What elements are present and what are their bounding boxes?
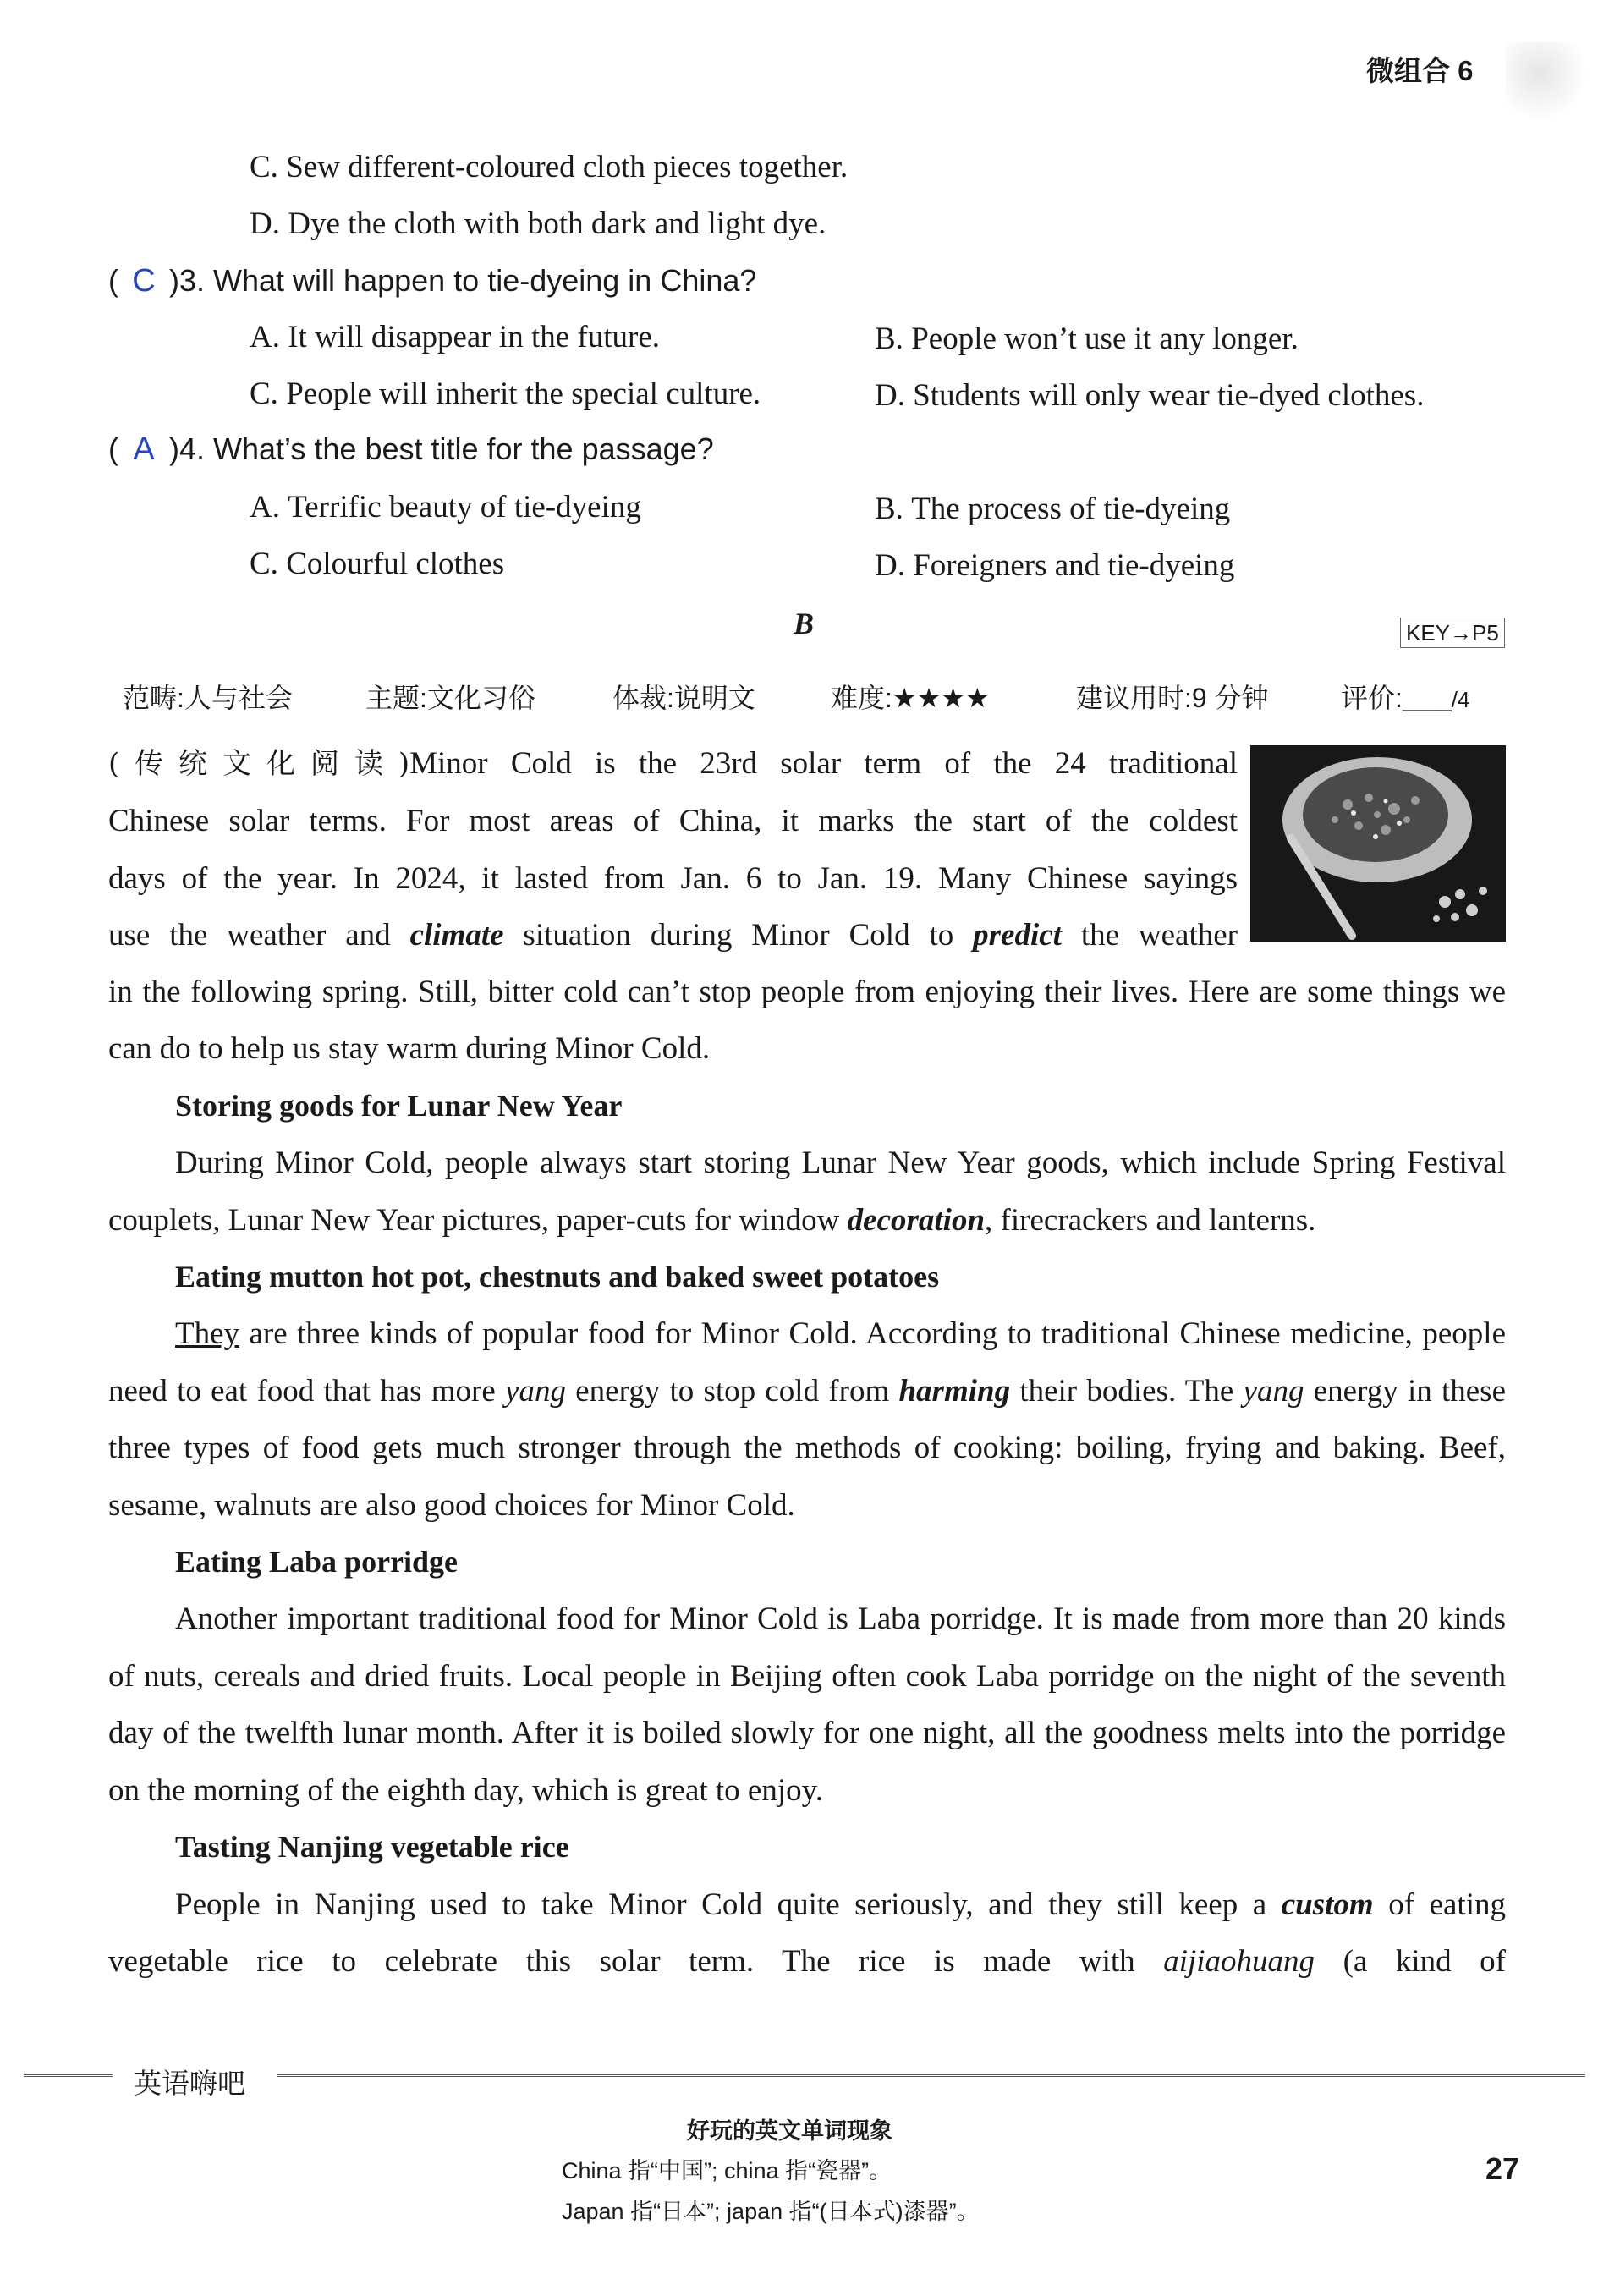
footer-box-title: 好玩的英文单词现象: [687, 2118, 892, 2144]
intro-rest: in the following spring. Still, bitter cold can’t stop people from enjoying their lives. Here are some things we can do to help us stay warm during Minor Cold.: [108, 975, 1506, 1067]
answer-mark: A: [133, 431, 155, 467]
q3-option-d: D. Students will only wear tie-dyed clothes.: [875, 378, 1425, 413]
paragraph-mutton-hot-pot: They are three kinds of popular food for Minor Cold. According to traditional Chinese medicine, people need to eat food that has more yang energy to stop cold from harming their bodies. The yang energy in these three types of food gets much stronger through the methods of cooking: boiling, frying and baking. Beef, sesame, walnuts are also good choices for Minor Cold.: [108, 1316, 1506, 1523]
q2-option-c: C. Sew different-coloured cloth pieces together.: [250, 150, 848, 184]
heading-storing-goods: Storing goods for Lunar New Year: [175, 1088, 623, 1123]
answer-mark: C: [132, 263, 156, 299]
paragraph-laba-porridge: Another important traditional food for Minor Cold is Laba porridge. It is made from more than 20 kinds of nuts, cereals and dried fruits. Local people in Beijing often cook Laba porridge on the night of the seventh day of the twelfth lunar month. After it is boiled slowly for one night, all the goodness melts into the porridge on the morning of the eighth day, which is great to enjoy.: [108, 1601, 1506, 1808]
footer-rule-left: [24, 2074, 113, 2077]
header-decoration: [1506, 42, 1590, 118]
q4-option-b: B. The process of tie-dyeing: [875, 492, 1231, 526]
footer-fact-japan: Japan 指“日本”; japan 指“(日本式)漆器”。: [562, 2199, 980, 2224]
q4-option-c: C. Colourful clothes: [250, 547, 505, 581]
intro-label: (传统文化阅读): [108, 747, 410, 781]
q4-option-a: A. Terrific beauty of tie-dyeing: [250, 490, 641, 525]
page-number: 27: [1485, 2151, 1520, 2186]
meta-difficulty: 难度:★★★★: [831, 683, 990, 713]
heading-vegetable-rice: Tasting Nanjing vegetable rice: [175, 1830, 569, 1865]
paragraph-vegetable-rice: People in Nanjing used to take Minor Cold quite seriously, and they still keep a custom of eating vegetable rice to celebrate this solar term. The rice is made with aijiaohuang (a kind of: [108, 1887, 1506, 1979]
q4-option-d: D. Foreigners and tie-dyeing: [875, 548, 1235, 583]
paragraph-storing-goods: During Minor Cold, people always start storing Lunar New Year goods, which include Spring Festival couplets, Lunar New Year pictures, paper-cuts for window decoration, firecrackers and lanterns.: [108, 1145, 1506, 1238]
meta-rating: 评价:____/4: [1341, 683, 1470, 713]
q3-option-b: B. People won’t use it any longer.: [875, 321, 1299, 356]
question-3: ( C )3. What will happen to tie-dyeing in China?: [108, 263, 757, 299]
meta-theme: 主题:文化习俗: [365, 683, 535, 713]
footer-fact-china: China 指“中国”; china 指“瓷器”。: [562, 2158, 892, 2183]
footer-rule-right: [277, 2074, 1585, 2077]
meta-genre: 体裁:说明文: [612, 683, 755, 713]
passage-intro: (传统文化阅读)Minor Cold is the 23rd solar term of the 24 traditional Chinese solar terms. For most areas of China, it marks the start of the coldest days of the year. In 2024, it lasted from Jan. 6 to Jan. 19. Many Chinese sayings use the weather and climate situation during Minor Cold to predict the weather: [108, 746, 1238, 953]
keyword-decoration: decoration: [847, 1202, 986, 1238]
footer-column-title: 英语嗨吧: [134, 2068, 245, 2099]
meta-time: 建议用时:9 分钟: [1076, 683, 1269, 713]
q3-option-a: A. It will disappear in the future.: [250, 320, 660, 354]
heading-mutton-hot-pot: Eating mutton hot pot, chestnuts and baked sweet potatoes: [175, 1260, 940, 1294]
q3-option-c: C. People will inherit the special culture.: [250, 376, 761, 411]
q2-option-d: D. Dye the cloth with both dark and light dye.: [250, 206, 826, 241]
passage-body: [108, 964, 1506, 1990]
keyword-custom: custom: [1281, 1887, 1374, 1922]
porridge-photo: [1250, 745, 1506, 942]
answer-key-ref: KEY→P5: [1400, 618, 1505, 648]
keyword-harming: harming: [898, 1373, 1011, 1409]
section-letter: B: [794, 607, 815, 640]
question-4: ( A )4. What’s the best title for the passage?: [108, 431, 714, 467]
heading-laba-porridge: Eating Laba porridge: [175, 1545, 459, 1579]
section-label: 微组合 6: [1366, 55, 1474, 86]
meta-scope: 范畴:人与社会: [123, 683, 293, 713]
keyword-predict: predict: [973, 918, 1062, 953]
keyword-climate: climate: [409, 918, 504, 953]
